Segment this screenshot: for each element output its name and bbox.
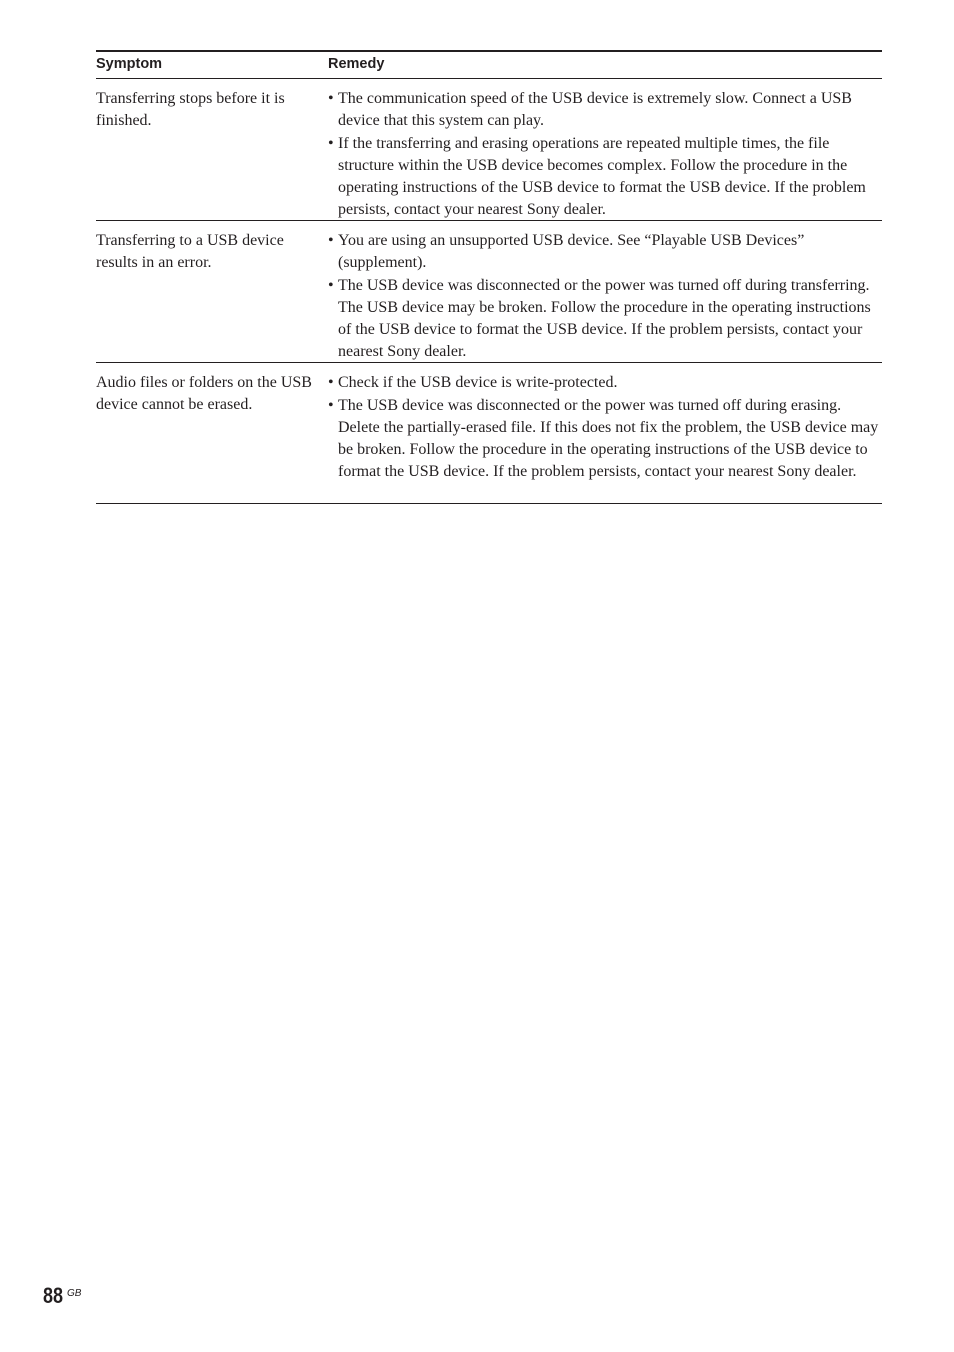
remedy-text: The communication speed of the USB device is extremely slow. Connect a USB device that this system can play. [338,90,852,129]
symptom-cell [96,79,328,216]
bullet-glyph: • [328,232,334,249]
remedy-text: If the transferring and erasing operations are repeated multiple times, the file structure within the USB device becomes complex. Follow the procedure in the operating instructions of the USB device to format the USB device. If the problem persists, contact your nearest Sony dealer. [338,135,866,219]
remedy-text: You are using an unsupported USB device. See “Playable USB Devices” (supplement). [338,232,805,271]
page-number: 88 [43,1283,64,1308]
symptom-cell [96,363,328,499]
bullet-glyph: • [328,397,334,415]
page-number-suffix: GB [67,1288,82,1299]
remedy-item [328,88,882,132]
remedy-list [328,88,882,221]
table-row [96,79,882,221]
table-row [96,221,882,363]
remedy-text: The USB device was disconnected or the power was turned off during erasing. Delete the partially-erased file. If this does not fix the problem, the USB device may be broken. Follow the procedure in the operating instructions of the USB device to format the USB device. If the problem persists, contact your nearest Sony dealer. [338,397,879,481]
remedy-cell [328,221,882,361]
remedy-item [328,133,882,221]
remedy-list [328,230,882,363]
remedy-cell [328,79,882,219]
remedy-cell [328,363,882,499]
table-header-row [96,52,882,79]
remedy-column-header: Remedy [328,56,385,72]
remedy-text: The USB device was disconnected or the power was turned off during transferring. The USB device may be broken. Follow the procedure in the operating instructions of the USB device to format the USB device. If the problem persists, contact your nearest Sony dealer. [338,277,871,361]
remedy-item [328,372,882,394]
remedy-text: Check if the USB device is write-protected. [338,374,618,391]
symptom-text: Audio files or folders on the USB device cannot be erased. [96,374,312,413]
symptom-text: Transferring stops before it is finished. [96,90,285,129]
table-row [96,363,882,504]
bullet-glyph: • [328,135,334,153]
symptom-column-header: Symptom [96,56,163,72]
remedy-item [328,275,882,363]
symptom-cell [96,221,328,358]
remedy-item [328,395,882,483]
troubleshooting-table [96,50,882,504]
remedy-list [328,372,882,483]
bullet-glyph: • [328,374,334,391]
symptom-text: Transferring to a USB device results in an error. [96,232,284,271]
bullet-glyph: • [328,90,334,107]
bullet-glyph: • [328,277,334,295]
remedy-item [328,230,882,274]
